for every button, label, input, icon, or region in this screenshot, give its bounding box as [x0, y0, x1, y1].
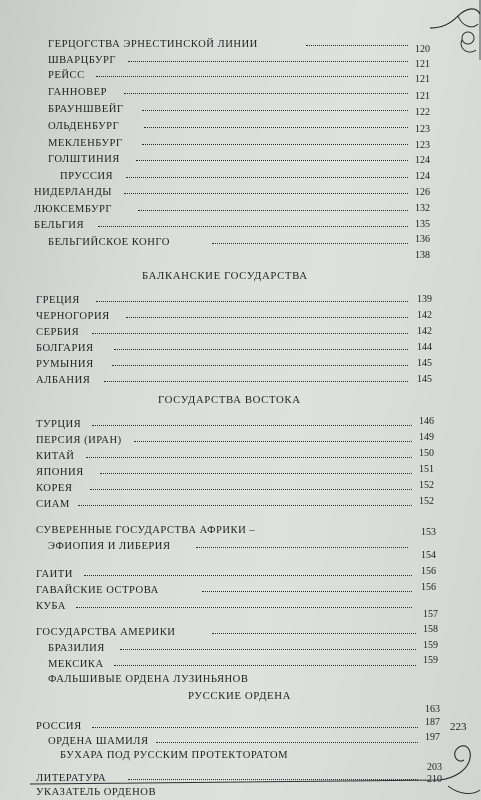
- toc-entry: [36, 434, 412, 448]
- toc-entry: [36, 498, 412, 512]
- entry-label: ПЕРСИЯ (ИРАН): [36, 435, 122, 446]
- dot-leader: [156, 742, 418, 743]
- entry-page: 149: [419, 432, 434, 443]
- toc-entry: [36, 418, 412, 432]
- dot-leader: [202, 591, 412, 592]
- entry-page: 145: [417, 374, 432, 385]
- entry-label: ГАННОВЕР: [48, 87, 108, 98]
- entry-label: БЕЛЬГИЯ: [34, 220, 85, 231]
- entry-page: 159: [423, 655, 438, 666]
- entry-page: 197: [425, 732, 440, 743]
- dot-leader: [196, 547, 408, 548]
- entry-label: ОЛЬДЕНБУРГ: [48, 121, 120, 132]
- toc-entry: [48, 103, 408, 117]
- dot-leader: [92, 333, 408, 334]
- dot-leader: [306, 45, 408, 46]
- entry-label: ГЕРЦОГСТВА ЭРНЕСТИНСКОЙ ЛИНИИ: [48, 39, 258, 50]
- entry-label: ФАЛЬШИВЫЕ ОРДЕНА ЛУЗИНЬЯНОВ: [48, 674, 249, 685]
- entry-page: 152: [419, 480, 434, 491]
- toc-entry: [48, 54, 408, 68]
- entry-label: ГАИТИ: [36, 569, 73, 580]
- dot-leader: [144, 127, 408, 128]
- entry-label: ЧЕРНОГОРИЯ: [36, 311, 110, 322]
- entry-page: 151: [419, 464, 434, 475]
- entry-label: КИТАЙ: [36, 451, 75, 462]
- entry-label: КУБА: [36, 601, 66, 612]
- entry-label: БЕЛЬГИЙСКОЕ КОНГО: [48, 237, 170, 248]
- entry-label: РОССИЯ: [36, 721, 82, 732]
- entry-page: 142: [417, 326, 432, 337]
- entry-label: УКАЗАТЕЛЬ ОРДЕНОВ: [36, 787, 157, 798]
- entry-page: 135: [415, 219, 430, 230]
- entry-page: 153: [421, 527, 436, 538]
- toc-entry: [36, 342, 408, 356]
- entry-label: ШВАРЦБУРГ: [48, 55, 117, 66]
- toc-entry: [48, 540, 408, 554]
- entry-label: БРАЗИЛИЯ: [48, 643, 105, 654]
- entry-page: 163: [425, 704, 440, 715]
- toc-entry: [36, 772, 418, 786]
- entry-page: 157: [423, 609, 438, 620]
- entry-page: 139: [417, 294, 432, 305]
- toc-entry: [48, 120, 408, 134]
- dot-leader: [92, 425, 412, 426]
- toc-entry-line: [36, 524, 416, 538]
- entry-page: 120: [415, 44, 430, 55]
- entry-page: 126: [415, 187, 430, 198]
- toc-entry: [36, 720, 418, 734]
- dot-leader: [138, 210, 408, 211]
- toc-entry: [34, 186, 408, 200]
- dot-leader: [124, 93, 408, 94]
- toc-entry: [48, 38, 408, 52]
- toc-entry: [36, 568, 412, 582]
- dot-leader: [78, 505, 412, 506]
- dot-leader: [128, 61, 408, 62]
- entry-page: 146: [419, 416, 434, 427]
- entry-page: 136: [415, 234, 430, 245]
- dot-leader: [126, 317, 408, 318]
- entry-label: ЯПОНИЯ: [36, 467, 84, 478]
- entry-label: ТУРЦИЯ: [36, 419, 82, 430]
- section-title: РУССКИЕ ОРДЕНА: [188, 690, 292, 702]
- entry-page: 124: [415, 171, 430, 182]
- toc-entry: [36, 626, 416, 640]
- entry-page: 156: [421, 566, 436, 577]
- dot-leader: [92, 727, 418, 728]
- toc-entry: [48, 735, 418, 749]
- toc-entry: [34, 219, 408, 233]
- entry-page: 121: [415, 91, 430, 102]
- entry-page: 123: [415, 140, 430, 151]
- entry-page: 159: [423, 640, 438, 651]
- entry-label: АЛБАНИЯ: [36, 375, 91, 386]
- entry-page: 121: [415, 74, 430, 85]
- entry-label: ПРУССИЯ: [60, 171, 114, 182]
- entry-label: ГОСУДАРСТВА АМЕРИКИ: [36, 627, 176, 638]
- entry-label: МЕКСИКА: [48, 659, 104, 670]
- entry-label: БОЛГАРИЯ: [36, 343, 94, 354]
- toc-entry: [36, 450, 412, 464]
- dot-leader: [134, 441, 412, 442]
- dot-leader: [136, 160, 408, 161]
- entry-page: 187: [425, 717, 440, 728]
- dot-leader: [142, 144, 408, 145]
- dot-leader: [86, 457, 412, 458]
- section-title: ГОСУДАРСТВА ВОСТОКА: [158, 394, 301, 406]
- entry-label: БУХАРА ПОД РУССКИМ ПРОТЕКТОРАТОМ: [60, 750, 289, 761]
- toc-entry: [36, 310, 408, 324]
- toc-entry: [48, 86, 408, 100]
- entry-page: 156: [421, 582, 436, 593]
- page-number: 223: [450, 721, 467, 733]
- entry-page: 210: [427, 774, 442, 785]
- dot-leader: [84, 575, 412, 576]
- toc-entry: [48, 153, 408, 167]
- toc-entry: [60, 749, 418, 763]
- entry-label: ЭФИОПИЯ И ЛИБЕРИЯ: [48, 541, 171, 552]
- toc-entry: [36, 326, 408, 340]
- entry-page: 150: [419, 448, 434, 459]
- dot-leader: [142, 110, 408, 111]
- toc-entry: [48, 69, 408, 83]
- toc-entry: [48, 236, 408, 250]
- dot-leader: [90, 489, 412, 490]
- toc-entry: [36, 466, 412, 480]
- entry-label: МЕКЛЕНБУРГ: [48, 138, 123, 149]
- toc-entry: [36, 786, 418, 800]
- toc-entry: [36, 294, 408, 308]
- dot-leader: [96, 301, 408, 302]
- entry-page: 154: [421, 550, 436, 561]
- entry-page: 138: [415, 250, 430, 261]
- entry-label: ГРЕЦИЯ: [36, 295, 80, 306]
- entry-label: КОРЕЯ: [36, 483, 73, 494]
- entry-label: ОРДЕНА ШАМИЛЯ: [48, 736, 149, 747]
- entry-label: СУВЕРЕННЫЕ ГОСУДАРСТВА АФРИКИ –: [36, 525, 256, 536]
- entry-label: СИАМ: [36, 499, 70, 510]
- dot-leader: [112, 365, 408, 366]
- toc-entry: [36, 374, 408, 388]
- dot-leader: [98, 226, 408, 227]
- entry-label: НИДЕРЛАНДЫ: [34, 187, 113, 198]
- toc-entry: [36, 358, 408, 372]
- entry-label: ГОЛШТИНИЯ: [48, 154, 120, 165]
- toc-entry: [48, 137, 408, 151]
- entry-label: БРАУНШВЕЙГ: [48, 104, 124, 115]
- dot-leader: [120, 649, 416, 650]
- entry-label: ЛЮКСЕМБУРГ: [34, 204, 113, 215]
- dot-leader: [76, 607, 412, 608]
- entry-label: ЛИТЕРАТУРА: [36, 773, 107, 784]
- toc-entry: [36, 482, 412, 496]
- dot-leader: [100, 473, 412, 474]
- entry-page: 152: [419, 496, 434, 507]
- toc-entry: [36, 584, 412, 598]
- dot-leader: [104, 381, 408, 382]
- toc-entry: [36, 600, 412, 614]
- entry-page: 121: [415, 59, 430, 70]
- entry-label: ГАВАЙСКИЕ ОСТРОВА: [36, 585, 159, 596]
- dot-leader: [128, 779, 418, 780]
- toc-entry: [48, 673, 416, 687]
- entry-page: 203: [427, 762, 442, 773]
- section-title: БАЛКАНСКИЕ ГОСУДАРСТВА: [142, 270, 308, 282]
- toc-entry: [48, 658, 416, 672]
- dot-leader: [114, 349, 408, 350]
- entry-page: 158: [423, 624, 438, 635]
- entry-label: СЕРБИЯ: [36, 327, 80, 338]
- dot-leader: [114, 665, 416, 666]
- entry-page: 145: [417, 358, 432, 369]
- dot-leader: [212, 633, 416, 634]
- entry-page: 124: [415, 155, 430, 166]
- toc-entry: [48, 642, 416, 656]
- entry-label: РУМЫНИЯ: [36, 359, 94, 370]
- entry-page: 142: [417, 310, 432, 321]
- dot-leader: [124, 193, 408, 194]
- toc-entry: [60, 170, 408, 184]
- dot-leader: [96, 76, 408, 77]
- entry-page: 144: [417, 342, 432, 353]
- dot-leader: [126, 177, 408, 178]
- entry-page: 123: [415, 124, 430, 135]
- toc-entry: [34, 203, 408, 217]
- entry-page: 132: [415, 203, 430, 214]
- entry-label: РЕЙСС: [48, 70, 85, 81]
- dot-leader: [212, 243, 408, 244]
- entry-page: 122: [415, 107, 430, 118]
